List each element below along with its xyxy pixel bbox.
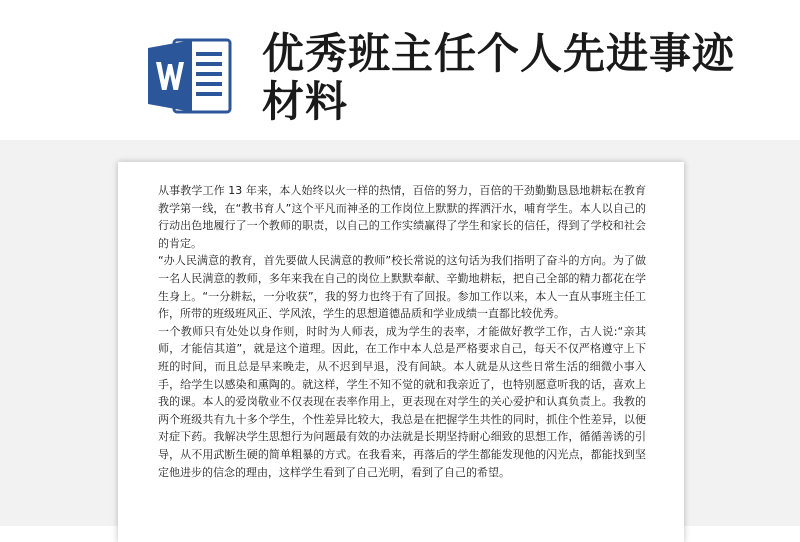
document-page: [118, 162, 684, 542]
header: [0, 0, 800, 140]
paragraph-1: 从事教学工作 13 年来，本人始终以火一样的热情，百倍的努力，百倍的干劲勤勤恳恳地耕耘在教育教学第一线，在“教书育人”这个平凡而神圣的工作岗位上默默的挥洒汗水，哺育学生。本人以自己的行动出色地履行了一个教师的职责，以自己的工作实绩赢得了学生和家长的信任，得到了学校和社会的肯定。: [158, 184, 646, 250]
document-title: 优秀班主任个人先进事迹材料: [262, 29, 736, 126]
paragraph-3: 一个教师只有处处以身作则，时时为人师表，成为学生的表率，才能做好教学工作，古人说:“亲其师，才能信其道”，就是这个道理。因此，在工作中本人总是严格要求自己，每天不仅严格遵守上下班的时间，而且总是早来晚走，从不迟到早退，没有间缺。本人就是从这些日常生活的细微小事入手，给学生以感染和熏陶的。就这样，学生不知不觉的就和我亲近了，也特别愿意听我的话，喜欢上我的课。本人的爱岗敬业不仅表现在表率作用上，更表现在对学生的关心爱护和认真负责上。我教的两个班级共有九十多个学生，个性差异比较大，我总是在把握学生共性的同时，抓住个性差异，以便对症下药。我解决学生思想行为问题最有效的办法就是长期坚持耐心细致的思想工作，循循善诱的引导，从不用武断生硬的简单粗暴的方式。在我看来，再落后的学生都能发现他的闪光点，都能找到坚定他进步的信念的理由，这样学生看到了自己光明，看到了自己的希望。: [158, 324, 646, 479]
word-document-icon: [144, 36, 234, 116]
paragraph-2: “办人民满意的教育，首先要做人民满意的教师”校长常说的这句话为我们指明了奋斗的方向。为了做一名人民满意的教师，多年来我在自己的岗位上默默奉献、辛勤地耕耘，把自己全部的精力都花在学生身上。“一分耕耘，一分收获”，我的努力也终于有了回报。参加工作以来，本人一直从事班主任工作，所带的班级班风正、学风浓，学生的思想道德品质和学业成绩一直都比较优秀。: [158, 254, 646, 321]
document-body: [158, 182, 646, 481]
